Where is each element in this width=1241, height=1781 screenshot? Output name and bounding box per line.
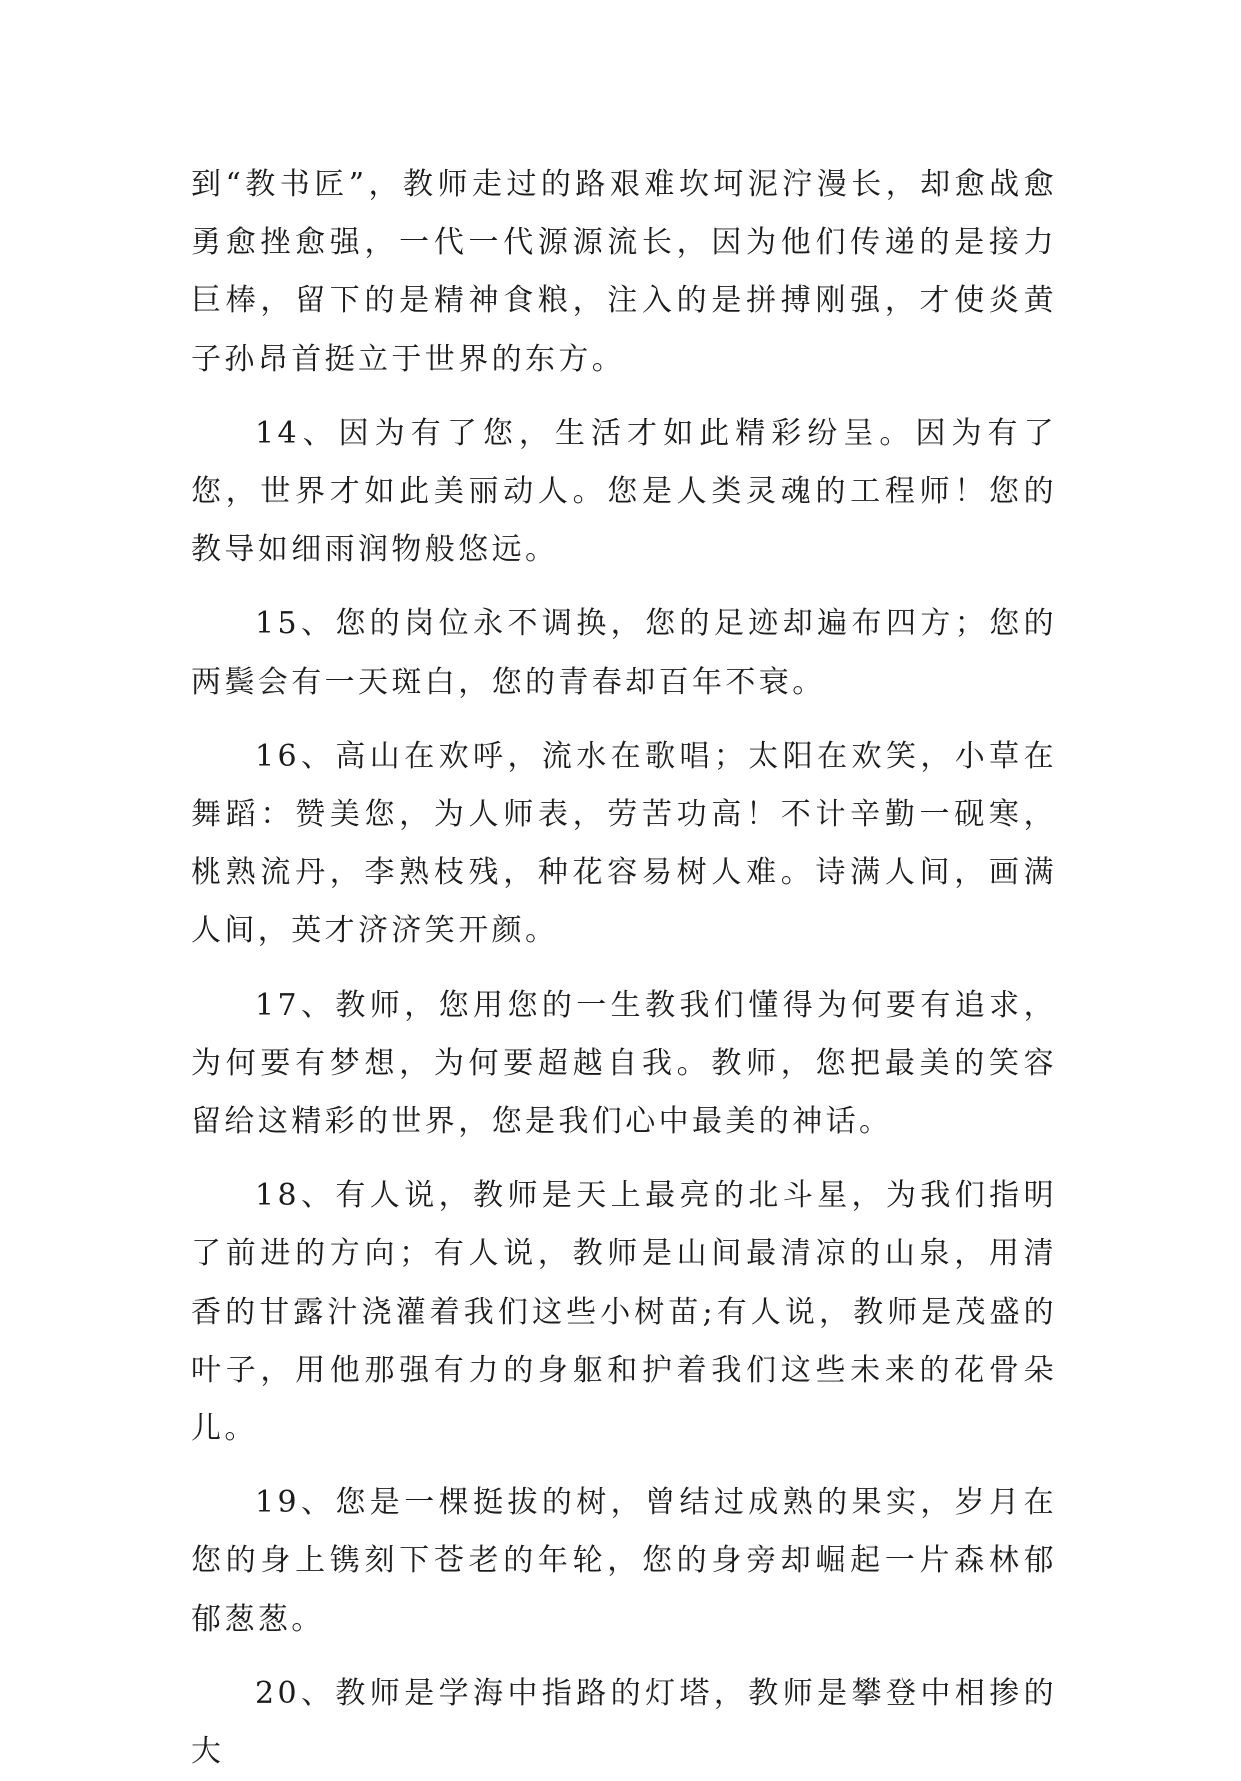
paragraph-14: 14、因为有了您，生活才如此精彩纷呈。因为有了您，世界才如此美丽动人。您是人类灵魂的工程师！您的教导如细雨润物般悠远。 <box>191 415 1057 568</box>
paragraph-17: 17、教师，您用您的一生教我们懂得为何要有追求，为何要有梦想，为何要超越自我。教师，您把最美的笑容留给这精彩的世界，您是我们心中最美的神话。 <box>191 987 1057 1140</box>
paragraph-19: 19、您是一棵挺拔的树，曾结过成熟的果实，岁月在您的身上镌刻下苍老的年轮，您的身旁却崛起一片森林郁郁葱葱。 <box>191 1485 1057 1637</box>
paragraph-continuation: 到“教书匠”，教师走过的路艰难坎坷泥泞漫长，却愈战愈勇愈挫愈强，一代一代源源流长，因为他们传递的是接力巨棒，留下的是精神食粮，注入的是拼搏刚强，才使炎黄子孙昂首挺立于世界的东方。 <box>191 167 1057 377</box>
paragraph-20: 20、教师是学海中指路的灯塔，教师是攀登中相掺的大 <box>191 1675 1057 1770</box>
paragraph-18: 18、有人说，教师是天上最亮的北斗星，为我们指明了前进的方向；有人说，教师是山间最清凉的山泉，用清香的甘露汁浇灌着我们这些小树苗;有人说，教师是茂盛的叶子，用他那强有力的身躯和护着我们这些未来的花骨朵儿。 <box>191 1178 1057 1447</box>
paragraph-16: 16、高山在欢呼，流水在歌唱；太阳在欢笑，小草在舞蹈：赞美您，为人师表，劳苦功高！不计辛勤一砚寒，桃熟流丹，李熟枝残，种花容易树人难。诗满人间，画满人间，英才济济笑开颜。 <box>191 738 1057 949</box>
document-body <box>191 156 1057 1781</box>
paragraph-15: 15、您的岗位永不调换，您的足迹却遍布四方；您的两鬓会有一天斑白，您的青春却百年不衰。 <box>191 606 1057 700</box>
